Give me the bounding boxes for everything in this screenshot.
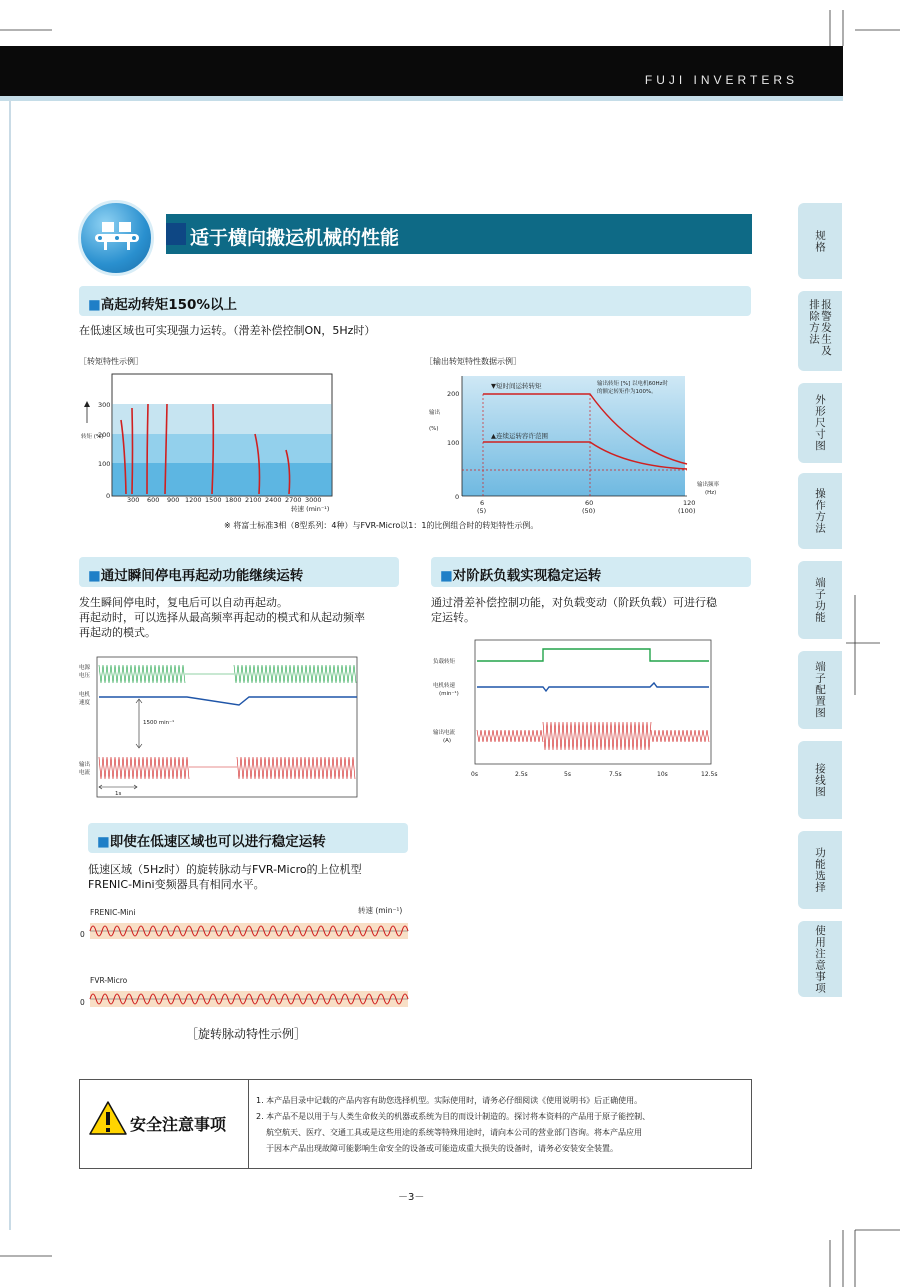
side-tab-label: 功能选择 [814, 847, 826, 893]
safety-line-1: 1. 本产品目录中记载的产品内容有助您选择机型。实际使用时，请务必仔细阅读《使用说明书》后正确使用。 [256, 1096, 643, 1105]
section-title: 适于横向搬运机械的性能 [190, 227, 400, 249]
y-tick: 200 [98, 431, 111, 439]
y-axis-label: (%) [429, 426, 439, 432]
label-output-current-unit: (A) [443, 738, 452, 744]
annotation-note-1: 输出转矩 [%] 以电机60Hz时 [597, 381, 669, 387]
y-tick: 0 [455, 493, 460, 501]
step-load-desc-1: 通过滑差补偿控制功能，对负载变动（阶跃负载）可进行稳 [431, 596, 717, 609]
x-tick: 2.5s [515, 771, 528, 778]
label-motor-speed: 电机 [79, 692, 91, 698]
label-motor-rpm-unit: (min⁻¹) [439, 691, 459, 697]
restart-desc-3: 再起动的模式。 [79, 626, 156, 639]
x-tick: 5s [564, 771, 571, 778]
x-tick: 120 [683, 499, 696, 507]
conveyor-icon [78, 200, 154, 276]
x-tick: 2700 [285, 496, 302, 504]
label-output-current-2: 电流 [79, 770, 91, 776]
top-band-strip [0, 96, 843, 101]
brand-text: FUJI INVERTERS [644, 73, 798, 87]
x-tick: (5) [477, 507, 487, 515]
y-tick: 100 [98, 460, 111, 468]
x-tick: (50) [582, 507, 596, 515]
top-band [0, 46, 843, 96]
torque-description: 在低速区域也可实现强力运转。（滑差补偿控制ON，5Hz时） [79, 324, 376, 337]
x-axis-unit: (Hz) [705, 490, 717, 496]
side-tab-label: 报警发生及排除方法 [808, 299, 832, 357]
x-tick: 2400 [265, 496, 282, 504]
page-number: －3－ [398, 1192, 425, 1203]
left-rule [9, 100, 11, 1230]
y-tick: 0 [106, 492, 111, 500]
side-tab-alarm[interactable] [798, 291, 842, 371]
subsection-title-torque: ■高起动转矩150%以上 [88, 297, 237, 313]
label-zero-1: 0 [80, 930, 85, 939]
side-tab-terminal-function[interactable] [798, 561, 842, 639]
restart-chart [79, 655, 399, 800]
label-1500: 1500 min⁻¹ [143, 720, 175, 726]
restart-desc-1: 发生瞬间停电时，复电后可以自动再起动。 [79, 596, 288, 609]
x-tick: 1200 [185, 496, 202, 504]
safety-line-3: 航空航天、医疗、交通工具或是这些用途的系统等特殊用途时，请向本公司的营业部门咨询。将本产品应用 [266, 1128, 642, 1137]
y-tick: 200 [447, 390, 460, 398]
x-tick: 6 [480, 499, 485, 507]
y-tick: 100 [447, 439, 460, 447]
side-tab-dimensions[interactable] [798, 383, 842, 463]
y-axis-label: 转矩 (%) [81, 434, 104, 440]
label-1s: 1s [115, 791, 122, 797]
x-axis-label: 转速 (min⁻¹) [291, 505, 330, 513]
step-load-chart [431, 638, 731, 783]
x-tick: 10s [657, 771, 668, 778]
torque-chart-caption: ［转矩特性示例］ [79, 357, 143, 366]
output-torque-chart [425, 368, 735, 520]
side-tab-label: 规格 [814, 229, 826, 253]
step-load-desc-2: 定运转。 [431, 611, 475, 624]
label-output-current: 输出 [79, 762, 91, 768]
subsection-title-step-load: ■对阶跃负载实现稳定运转 [440, 568, 602, 584]
x-tick: 1500 [205, 496, 222, 504]
annotation-continuous: ▲连续运转容许范围 [491, 432, 548, 440]
side-tab-label: 端子配置图 [814, 661, 826, 719]
safety-line-2: 2. 本产品不是以用于与人类生命攸关的机器或系统为目的而设计制造的。探讨将本资料的产品用于原子能控制、 [256, 1112, 651, 1121]
x-tick: (100) [678, 507, 696, 515]
label-supply-voltage-2: 电压 [79, 673, 91, 679]
label-output-current-a: 输出电流 [433, 730, 456, 736]
side-tab-label: 端子功能 [814, 577, 826, 623]
restart-desc-2: 再起动时，可以选择从最高频率再起动的模式和从起动频率 [79, 611, 365, 624]
label-zero-2: 0 [80, 998, 85, 1007]
side-tab-spec[interactable] [798, 203, 842, 279]
y-axis-label: 输出 [429, 410, 441, 416]
x-tick: 2100 [245, 496, 262, 504]
ripple-chart [76, 903, 416, 1018]
subsection-title-low-speed: ■即使在低速区域也可以进行稳定运转 [97, 834, 326, 850]
side-tab-operation[interactable] [798, 473, 842, 549]
torque-chart [79, 368, 379, 520]
x-tick: 900 [167, 496, 180, 504]
side-tab-wiring[interactable] [798, 741, 842, 819]
subsection-title-restart: ■通过瞬间停电再起动功能继续运转 [88, 568, 304, 584]
x-tick: 3000 [305, 496, 322, 504]
x-tick: 60 [585, 499, 594, 507]
ripple-caption: ［旋转脉动特性示例］ [186, 1027, 307, 1041]
x-tick: 1800 [225, 496, 242, 504]
label-load-torque: 负载转矩 [433, 659, 456, 665]
x-axis-label: 输出频率 [697, 482, 720, 488]
annotation-note-2: 的额定转矩作为100%。 [597, 389, 657, 395]
y-tick: 300 [98, 401, 111, 409]
label-motor-rpm: 电机转速 [433, 683, 456, 689]
label-speed: 转速 (min⁻¹) [358, 906, 403, 915]
x-tick: 0s [471, 771, 478, 778]
side-tab-label: 操作方法 [814, 488, 826, 534]
label-motor-speed-2: 速度 [79, 700, 91, 706]
low-speed-desc-2: FRENIC-Mini变频器具有相同水平。 [88, 878, 265, 891]
safety-line-4: 于因本产品出现故障可能影响生命安全的设备或可能造成重大损失的设备时，请务必安装安全装置。 [266, 1144, 618, 1153]
warning-icon [88, 1100, 128, 1136]
side-tab-terminal-layout[interactable] [798, 651, 842, 729]
x-tick: 600 [147, 496, 160, 504]
x-tick: 12.5s [701, 771, 718, 778]
safety-divider [248, 1079, 249, 1169]
x-tick: 300 [127, 496, 140, 504]
side-tab-label: 接线图 [814, 762, 826, 798]
side-tab-label: 外形尺寸图 [814, 394, 826, 452]
section-header-square [166, 223, 186, 245]
safety-text [256, 1093, 650, 1157]
annotation-short-time: ▼短时间运转转矩 [491, 382, 542, 390]
torque-footnote: ※ 将富士标准3相（8型系列：4种）与FVR-Micro以1：1的比例组合时的转矩特性示例。 [224, 521, 539, 530]
side-tab-label: 使用注意事项 [814, 924, 826, 994]
x-tick: 7.5s [609, 771, 622, 778]
label-supply-voltage: 电源 [79, 665, 91, 671]
label-fvr-micro: FVR-Micro [90, 976, 128, 985]
label-frenic-mini: FRENIC-Mini [90, 908, 136, 917]
side-tab-precautions[interactable] [798, 921, 842, 997]
output-torque-chart-caption: ［输出转矩特性数据示例］ [425, 357, 521, 366]
low-speed-desc-1: 低速区域（5Hz时）的旋转脉动与FVR-Micro的上位机型 [88, 863, 362, 876]
side-tab-function-select[interactable] [798, 831, 842, 909]
safety-title: 安全注意事项 [130, 1115, 227, 1134]
